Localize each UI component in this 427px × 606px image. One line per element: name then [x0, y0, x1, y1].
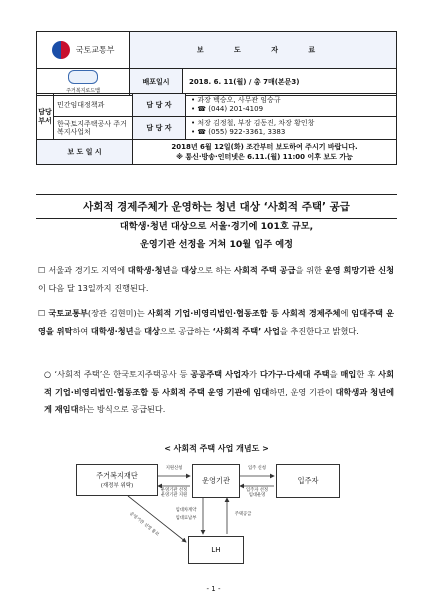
dept-name-2: 한국토지주택공사 주거복지사업처	[54, 117, 133, 140]
subheadline-2: 운영기관 선정을 거쳐 10월 입주 예정	[139, 239, 294, 250]
box-fund-label: 주거복지재단	[96, 471, 138, 480]
p3-text: 사회적 기업·비영리법인·협동조합 등 사회적 주택 운영 기관에 임대	[44, 369, 394, 397]
p1-text: 이 다음 달 13일까지 진행된다.	[38, 282, 149, 293]
checkbox-bullet-icon: ☐	[38, 308, 46, 318]
p2-text: 을 추진한다고 밝혔다.	[279, 325, 359, 336]
label-rent-payment: 임대료납부	[175, 516, 197, 521]
dept-name-1: 민간임대정책과	[54, 94, 133, 117]
box-tenant: 입주자	[276, 464, 340, 498]
p2-text: ‘사회적 주택’ 사업	[212, 325, 280, 336]
housing-roadmap-icon	[68, 70, 98, 84]
contact-1	[186, 94, 397, 117]
page-number: - 1 -	[206, 585, 221, 593]
p2-text: 대상	[144, 325, 160, 336]
box-housing-welfare-foundation	[76, 464, 158, 496]
contact-1-line1: • 과장 백승오, 사무관 임승규	[191, 96, 281, 104]
doc-type-title: 보 도 자 료	[130, 32, 397, 69]
p2-text: 에	[340, 308, 352, 318]
p2-text: 하여	[72, 325, 91, 336]
diagram-title: < 사회적 주택 사업 개념도 >	[164, 444, 269, 453]
report-line2: ※ 통신·방송·인터넷은 6.11.(월) 11:00 이후 보도 가능	[176, 153, 353, 161]
p2-text: 국토교통부	[48, 308, 88, 318]
p2-text: 사회적 기업·비영리법인·협동조합 등 사회적 경제주체	[147, 308, 341, 318]
taegeuk-icon	[52, 41, 70, 59]
partner-logo	[37, 69, 130, 96]
p3-text: 다가구·다세대 주택	[259, 369, 330, 379]
p2-text: 으로 공급하는	[159, 325, 213, 336]
ministry-logo	[37, 32, 130, 69]
contact-2	[186, 117, 397, 140]
p3-text: 대학생과 청년에게 재임대	[44, 386, 395, 414]
label-lease-contract: 임대차계약	[175, 508, 197, 513]
p1-text: 대상	[181, 265, 197, 275]
label-selection-notice: 운영기관 선정 통보	[128, 511, 160, 538]
contact-2-line2: • ☎ (055) 922-3361, 3383	[191, 128, 286, 136]
paragraph-2	[38, 305, 394, 340]
p3-text: 을	[329, 369, 341, 379]
p1-text: 운영 희망기관 신청	[324, 265, 395, 275]
report-label: 보 도 일 시	[37, 140, 133, 165]
contact-label-1: 담 당 자	[133, 94, 186, 117]
p3-text: 한 후	[356, 369, 379, 379]
concept-diagram	[68, 456, 362, 566]
dept-label: 담당 부서	[37, 94, 54, 140]
p3-text: 공공주택 사업자	[190, 369, 250, 379]
label-support-request: 지원신청	[165, 466, 183, 471]
label-move-in-request: 입주 신청	[248, 466, 266, 471]
label-housing-supply: 주택공급	[234, 512, 252, 517]
label-operator-selection: 운영기관 선정	[160, 488, 188, 493]
dept-table	[36, 93, 397, 165]
p3-text: ‘사회적 주택’은 한국토지주택공사 등	[54, 369, 191, 379]
paragraph-3	[44, 366, 394, 419]
contact-1-line2: • ☎ (044) 201-4109	[191, 105, 264, 113]
p2-text: 임대주택 운영을 위탁	[38, 308, 394, 336]
checkbox-bullet-icon: ☐	[38, 265, 46, 275]
p3-text: 매입	[340, 369, 357, 379]
p2-text: 을	[133, 325, 145, 336]
box-lh: LH	[188, 536, 244, 564]
p1-text: 으로 하는	[196, 265, 235, 275]
p1-text: 대학생·청년	[127, 265, 171, 275]
label-rental-operation: 임대운영	[248, 493, 266, 498]
release-label: 배포일시	[130, 69, 183, 96]
label-operator-support: 운영기관 지원	[160, 493, 188, 498]
p3-text: 하면, 운영 기관이	[269, 386, 336, 397]
partner-logo-text: 주거복지로드맵	[66, 88, 100, 94]
label-tenant-selection: 입주자 선정	[245, 488, 269, 493]
p2-text: (장관 김현미)는	[87, 308, 148, 318]
p1-text: 을 위한	[295, 265, 325, 275]
ministry-name: 국토교통부	[75, 45, 115, 55]
header-table	[36, 31, 397, 96]
report-notice	[133, 140, 397, 165]
subheadline-1: 대학생·청년 대상으로 서울·경기에 101호 규모,	[119, 221, 314, 232]
p1-text: 사회적 주택 공급	[234, 265, 296, 275]
p3-text: 하는 방식으로 공급된다.	[78, 404, 166, 414]
p1-text: 을	[170, 265, 182, 275]
box-fund-sublabel: (재정부 위탁)	[100, 483, 134, 489]
headline: 사회적 경제주체가 운영하는 청년 대상 ‘사회적 주택’ 공급	[36, 194, 397, 219]
box-operator: 운영기관	[192, 464, 240, 498]
contact-label-2: 담 당 자	[133, 117, 186, 140]
circle-bullet-icon: ○	[44, 369, 52, 379]
report-line1: 2018년 6월 12일(화) 조간부터 보도하여 주시기 바랍니다.	[171, 143, 358, 151]
p2-text: 대학생·청년	[90, 325, 134, 336]
release-value: 2018. 6. 11(월) / 총 7매(본문3)	[183, 69, 397, 96]
p1-text: 서울과 경기도 지역에	[48, 265, 128, 275]
paragraph-1	[38, 262, 394, 297]
contact-2-line1: • 처장 김정철, 부장 김동진, 차장 황인창	[191, 119, 315, 127]
p3-text: 가	[249, 369, 260, 379]
